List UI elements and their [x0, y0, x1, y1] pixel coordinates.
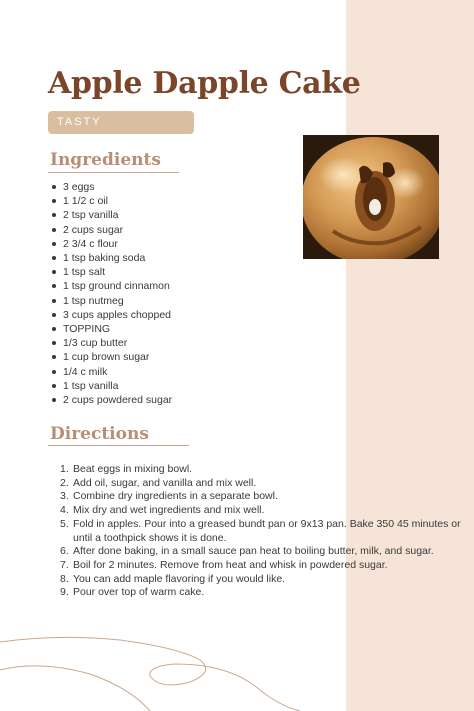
- step-text: After done baking, in a small sauce pan heat to boiling butter, milk, and sugar.: [73, 545, 434, 558]
- ingredient-item: 2 cups sugar: [52, 223, 172, 237]
- step-number: 1.: [60, 463, 69, 475]
- cake-photo: [303, 135, 439, 259]
- ingredients-divider: [48, 172, 179, 173]
- ingredient-item: TOPPING: [52, 322, 172, 336]
- ingredient-item: 2 3/4 c flour: [52, 237, 172, 251]
- step-number: 4.: [60, 504, 69, 517]
- direction-step: [60, 586, 462, 600]
- direction-step: [60, 573, 462, 587]
- step-number: 5.: [60, 517, 69, 530]
- ingredient-item: 1 tsp baking soda: [52, 251, 172, 265]
- ingredient-item: 3 cups apples chopped: [52, 308, 172, 322]
- direction-step: [60, 504, 462, 518]
- step-text: Fold in apples. Pour into a greased bundt pan or 9x13 pan. Bake 350 45 minutes or until a toothpick shows it is done.: [73, 517, 461, 544]
- ingredients-list: [52, 180, 172, 407]
- directions-list: [60, 463, 462, 600]
- step-number: 3.: [60, 490, 69, 503]
- recipe-title: Apple Dapple Cake: [48, 66, 361, 101]
- side-panel: [346, 0, 474, 711]
- step-number: 2.: [60, 476, 69, 489]
- ingredient-item: 1 tsp vanilla: [52, 379, 172, 393]
- ingredient-item: 1 tsp ground cinnamon: [52, 279, 172, 293]
- step-text: Mix dry and wet ingredients and mix well.: [73, 504, 265, 517]
- step-text: You can add maple flavoring if you would like.: [73, 572, 286, 585]
- decorative-swirl: [0, 630, 474, 711]
- direction-step: [60, 463, 462, 477]
- direction-step: [60, 559, 462, 573]
- category-tag: [48, 111, 194, 134]
- step-number: 6.: [60, 545, 69, 558]
- step-text: Pour over top of warm cake.: [73, 586, 205, 599]
- step-number: 9.: [60, 586, 69, 599]
- ingredient-item: 1/4 c milk: [52, 365, 172, 379]
- ingredient-item: 3 eggs: [52, 180, 172, 194]
- ingredient-item: 1 tsp nutmeg: [52, 294, 172, 308]
- step-text: Beat eggs in mixing bowl.: [73, 463, 193, 475]
- step-text: Add oil, sugar, and vanilla and mix well.: [73, 476, 257, 489]
- step-text: Combine dry ingredients in a separate bowl.: [73, 490, 278, 503]
- ingredient-item: 1 tsp salt: [52, 265, 172, 279]
- step-number: 7.: [60, 558, 69, 571]
- ingredient-item: 1/3 cup butter: [52, 336, 172, 350]
- ingredient-item: 2 tsp vanilla: [52, 208, 172, 222]
- category-tag-label: TASTY: [57, 116, 102, 128]
- direction-step: [60, 518, 462, 545]
- ingredients-heading: Ingredients: [50, 150, 161, 170]
- ingredient-item: 1 1/2 c oil: [52, 194, 172, 208]
- directions-divider: [48, 445, 189, 446]
- ingredient-item: 1 cup brown sugar: [52, 350, 172, 364]
- step-number: 8.: [60, 572, 69, 585]
- direction-step: [60, 490, 462, 504]
- directions-heading: Directions: [50, 424, 149, 444]
- ingredient-item: 2 cups powdered sugar: [52, 393, 172, 407]
- step-text: Boil for 2 minutes. Remove from heat and whisk in powdered sugar.: [73, 558, 388, 571]
- bundt-cake-image: [303, 135, 439, 259]
- direction-step: [60, 545, 462, 559]
- direction-step: [60, 477, 462, 491]
